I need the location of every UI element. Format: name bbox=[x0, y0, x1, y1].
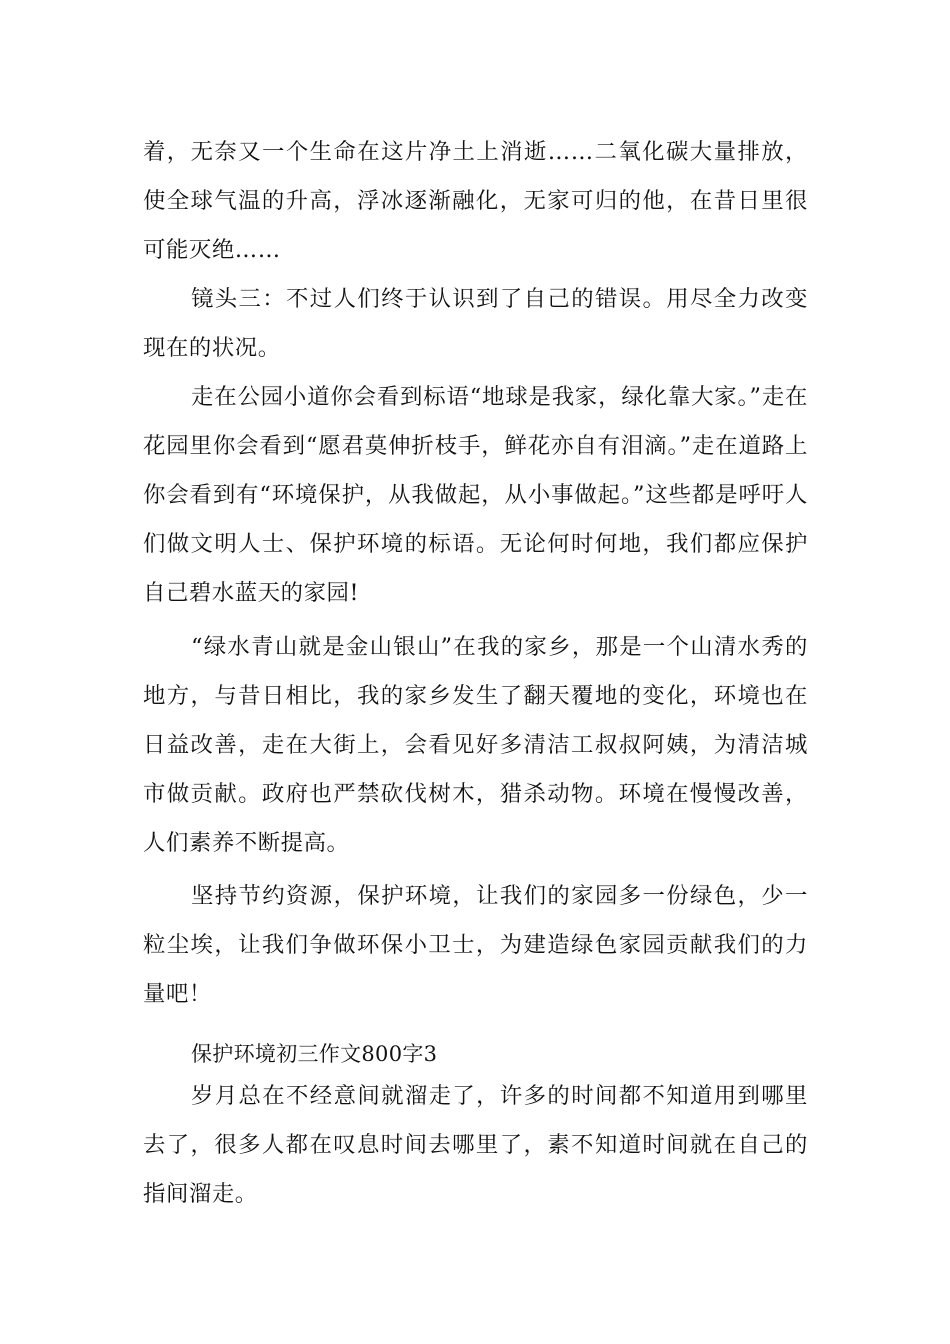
paragraph-time: 岁月总在不经意间就溜走了，许多的时间都不知道用到哪里去了，很多人都在叹息时间去哪里了，素不知道时间就在自己的指间溜走。 bbox=[143, 1083, 808, 1207]
paragraph-scene-three: 镜头三：不过人们终于认识到了自己的错误。用尽全力改变现在的状况。 bbox=[143, 286, 808, 361]
paragraph-slogans: 走在公园小道你会看到标语“地球是我家，绿化靠大家。”走在花园里你会看到“愿君莫伸折枝手，鲜花亦自有泪滴。”走在道路上你会看到有“环境保护，从我做起，从小事做起。”这些都是呼吁人们做文明人士、保护环境的标语。无论何时何地，我们都应保护自己碧水蓝天的家园! bbox=[143, 384, 808, 606]
paragraph-conclusion: 坚持节约资源，保护环境，让我们的家园多一份绿色，少一粒尘埃，让我们争做环保小卫士，为建造绿色家园贡献我们的力量吧！ bbox=[143, 883, 808, 1007]
paragraph-continuation: 着，无奈又一个生命在这片净土上消逝……二氧化碳大量排放，使全球气温的升高，浮冰逐渐融化，无家可归的他，在昔日里很可能灭绝…… bbox=[143, 139, 808, 263]
section-title: 保护环境初三作文800字3 bbox=[191, 1042, 438, 1066]
paragraph-hometown: “绿水青山就是金山银山”在我的家乡，那是一个山清水秀的地方，与昔日相比，我的家乡发生了翻天覆地的变化，环境也在日益改善，走在大街上，会看见好多清洁工叔叔阿姨，为清洁城市做贡献。政府也严禁砍伐树木，猎杀动物。环境在慢慢改善，人们素养不断提高。 bbox=[143, 634, 808, 856]
